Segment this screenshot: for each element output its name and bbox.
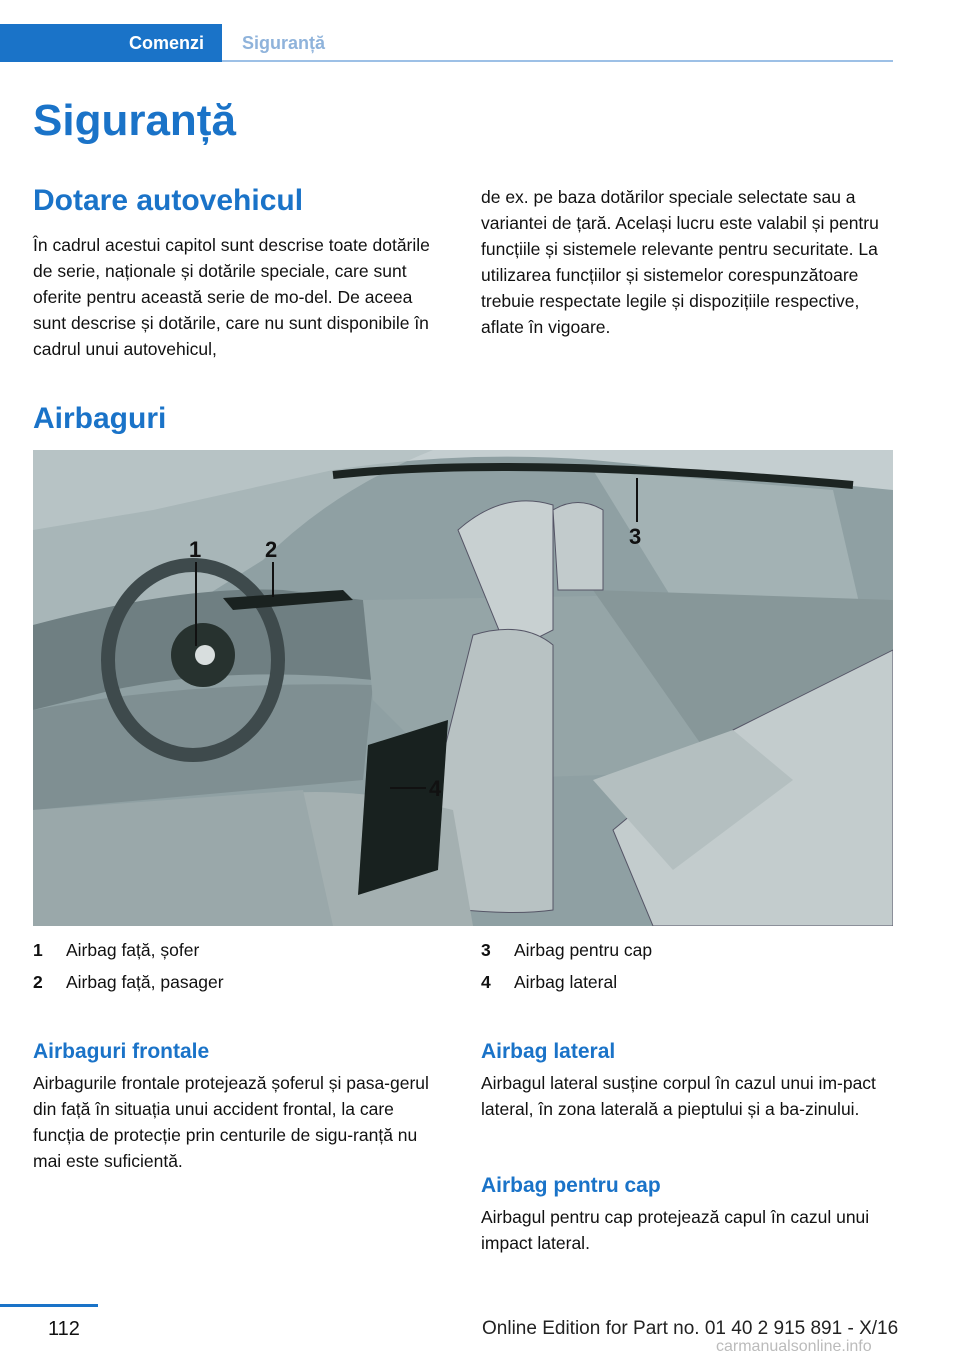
legend-item: [33, 966, 443, 998]
legend-num: 2: [33, 972, 43, 992]
section-heading-dotare: Dotare autovehicul: [33, 184, 304, 217]
callout-2: 2: [265, 537, 278, 562]
text-airbag-cap: Airbagul pentru cap protejează capul în cazul unui impact lateral.: [481, 1207, 870, 1253]
airbag-diagram: [33, 450, 893, 926]
text-airbag-lateral: Airbagul lateral susține corpul în cazul unui im-pact lateral, în zona laterală a pieptului și a ba-zinului.: [481, 1073, 876, 1119]
footer-divider: [0, 1304, 98, 1307]
legend-label: Airbag față, pasager: [66, 972, 224, 992]
car-interior-illustration: [33, 450, 893, 926]
legend-label: Airbag față, șofer: [66, 940, 200, 960]
page-title: Siguranță: [33, 96, 236, 145]
section-text-left: În cadrul acestui capitol sunt descrise toate dotările de serie, naționale și dotările speciale, care sunt oferite pentru această serie de mo-del. De aceea sunt descrise și dotările, care nu sunt disponibile în cadrul unui autovehicul,: [33, 235, 430, 359]
watermark: carmanualsonline.info: [716, 1338, 872, 1355]
text-airbaguri-frontale: Airbagurile frontale protejează șoferul și pasa-gerul din față în situația unui accident frontal, la care funcția de protecție prin centurile de sigu-ranță nu mai este suficientă.: [33, 1073, 429, 1171]
tab-divider: [222, 60, 893, 62]
legend-num: 4: [481, 972, 491, 992]
legend-left: [33, 934, 443, 998]
legend-num: 3: [481, 940, 491, 960]
header-tabbar: [0, 24, 893, 62]
legend-label: Airbag lateral: [514, 972, 618, 992]
subheading-airbag-cap: Airbag pentru cap: [481, 1174, 661, 1197]
legend-label: Airbag pentru cap: [514, 940, 653, 960]
callout-1: 1: [189, 537, 202, 562]
subheading-airbaguri-frontale: Airbaguri frontale: [33, 1040, 210, 1063]
section-text-right: de ex. pe baza dotărilor speciale selectate sau a variantei de țară. Același lucru este valabil și pentru funcțiile și sistemele relevante pentru securitate. La utilizarea funcțiilor și sistemelor corespunzătoare trebuie respectate legile și dispozițiile respective, aflate în vigoare.: [481, 187, 879, 337]
subheading-airbag-lateral: Airbag lateral: [481, 1040, 616, 1063]
legend-item: [481, 966, 893, 998]
edition-info: Online Edition for Part no. 01 40 2 915 891 - X/16: [482, 1318, 899, 1339]
legend-right: [481, 934, 893, 998]
legend-item: [481, 934, 893, 966]
callout-4: 4: [429, 776, 442, 801]
tab-siguranta[interactable]: Siguranță: [242, 32, 326, 53]
legend-item: [33, 934, 443, 966]
section-heading-airbaguri: Airbaguri: [33, 402, 167, 435]
callout-3: 3: [629, 524, 642, 549]
tab-comenzi[interactable]: Comenzi: [0, 24, 222, 62]
legend-num: 1: [33, 940, 43, 960]
page-number: 112: [48, 1318, 80, 1340]
